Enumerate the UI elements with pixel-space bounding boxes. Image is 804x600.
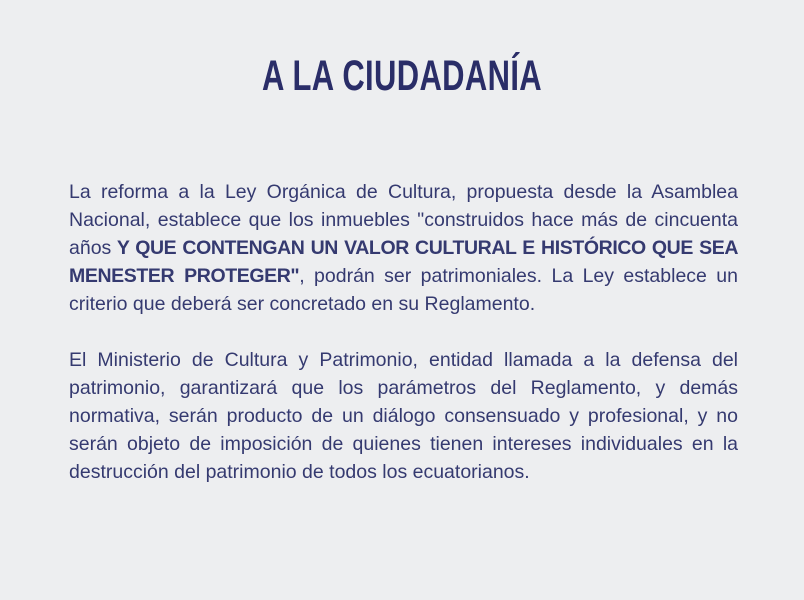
paragraph-law-reform: [69, 178, 738, 318]
page-title: A LA CIUDADANÍA: [261, 52, 543, 100]
paragraph-ministry: El Ministerio de Cultura y Patrimonio, entidad llamada a la defensa del patrimonio, garantizará que los parámetros del Reglamento, y demás normativa, serán producto de un diálogo consensuado y profesional, y no serán objeto de imposición de quienes tienen intereses individuales en la destrucción del patrimonio de todos los ecuatorianos.: [69, 349, 738, 483]
paragraph-law-reform-emphasis: Y QUE CONTENGAN UN VALOR CULTURAL E HISTÓRICO QUE SEA MENESTER PROTEGER": [69, 237, 738, 287]
paragraph-law-reform-tail: , podrán ser patrimoniales. La Ley establece un criterio que deberá ser concretado en su Reglamento.: [69, 265, 738, 315]
paragraph-law-reform-lead: La reforma a la Ley Orgánica de Cultura, propuesta desde la Asamblea Nacional, establece que los inmuebles "construidos hace más de cincuenta años: [69, 181, 738, 259]
document-body: [69, 178, 738, 514]
